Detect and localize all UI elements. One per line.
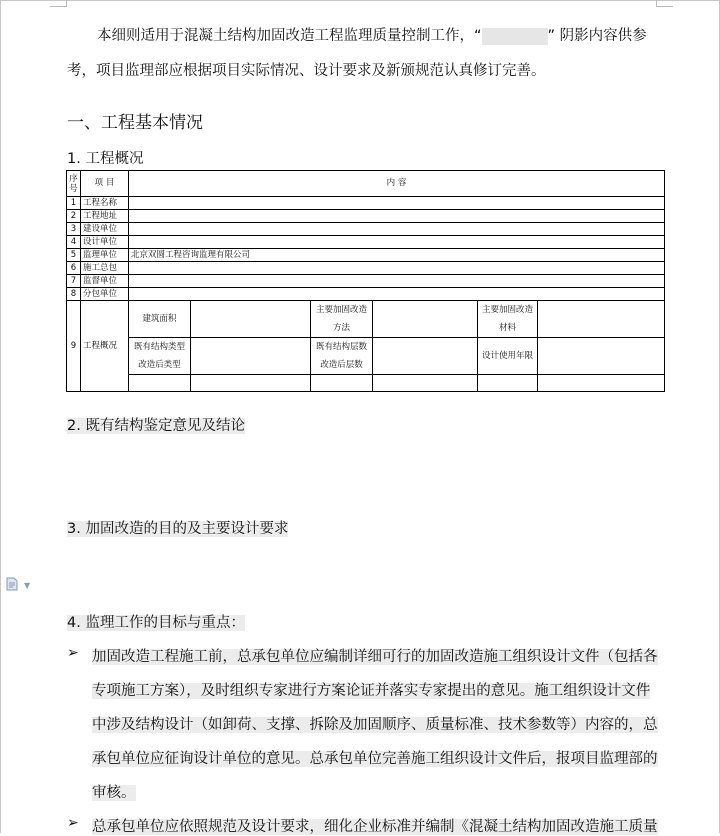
bullet-2-text: 总承包单位应依照规范及设计要求，细化企业标准并编制《混凝土结构加固改造施工质量 [92, 819, 658, 835]
row-item: 工程名称 [81, 197, 129, 210]
subsection-1-title: 1. 工程概况 [67, 151, 144, 167]
service-life-value[interactable] [538, 338, 665, 375]
row-value[interactable] [129, 210, 665, 223]
row-item: 建设单位 [81, 223, 129, 236]
page-top-border [0, 0, 720, 1]
table-row [67, 197, 665, 210]
header-content: 内 容 [129, 171, 665, 197]
subsection-4-title [67, 611, 245, 632]
row-value[interactable]: 北京双圆工程咨询监理有限公司 [129, 249, 665, 262]
subsection-3-title [67, 517, 288, 538]
row-no: 5 [67, 249, 81, 262]
row-no: 6 [67, 262, 81, 275]
page-left-border [0, 0, 1, 833]
bullet-1-line [92, 645, 658, 666]
structure-type-value[interactable] [191, 338, 311, 375]
chevron-down-icon[interactable]: ▼ [24, 581, 31, 590]
bullet-arrow-icon: ➢ [67, 645, 79, 661]
crop-mark-left [50, 0, 67, 7]
row-value[interactable] [129, 288, 665, 301]
table-row [67, 288, 665, 301]
table-row [67, 236, 665, 249]
service-life-label: 设计使用年限 [478, 338, 538, 375]
table-row [67, 249, 665, 262]
row-no: 4 [67, 236, 81, 249]
row-no: 7 [67, 275, 81, 288]
row-item: 设计单位 [81, 236, 129, 249]
overview-no: 9 [67, 301, 81, 392]
row-item: 监理单位 [81, 249, 129, 262]
document-icon[interactable] [6, 577, 18, 591]
building-area-label: 建筑面积 [129, 301, 191, 338]
storeys-value[interactable] [373, 338, 478, 375]
bullet-1-text: 加固改造工程施工前，总承包单位应编制详细可行的加固改造施工组织设计文件（包括各 [92, 649, 658, 665]
header-item: 项 目 [81, 171, 129, 197]
method-label: 主要加固改造方法 [311, 301, 373, 338]
row-value[interactable] [129, 262, 665, 275]
row-no: 1 [67, 197, 81, 210]
row-no: 2 [67, 210, 81, 223]
overview-row-2 [67, 338, 665, 375]
building-area-value[interactable] [191, 301, 311, 338]
intro-line-2: 考，项目监理部应根据项目实际情况、设计要求及新颁规范认真修订完善。 [67, 63, 546, 79]
project-info-table [66, 170, 665, 392]
row-item: 监督单位 [81, 275, 129, 288]
bullet-1-line [92, 679, 650, 700]
subsection-2-text: 2. 既有结构鉴定意见及结论 [67, 418, 245, 434]
intro-line-1-a: 本细则适用于混凝土结构加固改造工程监理质量控制工作，“ [97, 28, 482, 44]
structure-type-label: 既有结构类型 改造后类型 [129, 338, 191, 375]
bullet-1-line [92, 781, 136, 802]
row-item: 工程地址 [81, 210, 129, 223]
intro-line-1-b: ” 阴影内容供参 [547, 28, 647, 44]
bullet-1-text: 承包单位应征询设计单位的意见。总承包单位完善施工组织设计文件后，报项目监理部的 [92, 751, 658, 767]
section-1-title: 一、工程基本情况 [67, 113, 203, 133]
shaded-blank[interactable] [482, 28, 548, 45]
subsection-2-title [67, 414, 245, 435]
bullet-arrow-icon: ➢ [67, 815, 79, 831]
row-no: 3 [67, 223, 81, 236]
method-value[interactable] [373, 301, 478, 338]
bullet-1-line [92, 747, 658, 768]
subsection-3-text: 3. 加固改造的目的及主要设计要求 [67, 521, 289, 537]
table-header-row [67, 171, 665, 197]
overview-empty-cell[interactable] [538, 375, 665, 392]
header-no: 序号 [67, 171, 81, 197]
overview-row-1 [67, 301, 665, 338]
storeys-label: 既有结构层数 改造后层数 [311, 338, 373, 375]
row-item: 分包单位 [81, 288, 129, 301]
table-row [67, 262, 665, 275]
bullet-1-line [92, 713, 658, 734]
bullet-1-text: 审核。 [92, 785, 136, 801]
overview-empty-cell[interactable] [129, 375, 191, 392]
table-row [67, 275, 665, 288]
overview-empty-cell[interactable] [373, 375, 478, 392]
overview-empty-cell[interactable] [311, 375, 373, 392]
overview-empty-cell[interactable] [191, 375, 311, 392]
subsection-4-text: 4. 监理工作的目标与重点： [67, 615, 245, 631]
row-item: 施工总包 [81, 262, 129, 275]
overview-item: 工程概况 [81, 301, 129, 392]
table-row [67, 223, 665, 236]
material-label: 主要加固改造材料 [478, 301, 538, 338]
material-value[interactable] [538, 301, 665, 338]
row-value[interactable] [129, 197, 665, 210]
bullet-1-text: 中涉及结构设计（如卸荷、支撑、拆除及加固顺序、质量标准、技术参数等）内容的，总 [92, 717, 658, 733]
bullet-1-text: 专项施工方案），及时组织专家进行方案论证并落实专家提出的意见。施工组织设计文件 [92, 683, 651, 699]
row-no: 8 [67, 288, 81, 301]
row-value[interactable] [129, 275, 665, 288]
overview-empty-cell[interactable] [478, 375, 538, 392]
row-value[interactable] [129, 236, 665, 249]
table-row [67, 210, 665, 223]
intro-line-1 [97, 24, 647, 45]
crop-mark-right [656, 0, 673, 7]
row-value[interactable] [129, 223, 665, 236]
overview-row-3 [67, 375, 665, 392]
